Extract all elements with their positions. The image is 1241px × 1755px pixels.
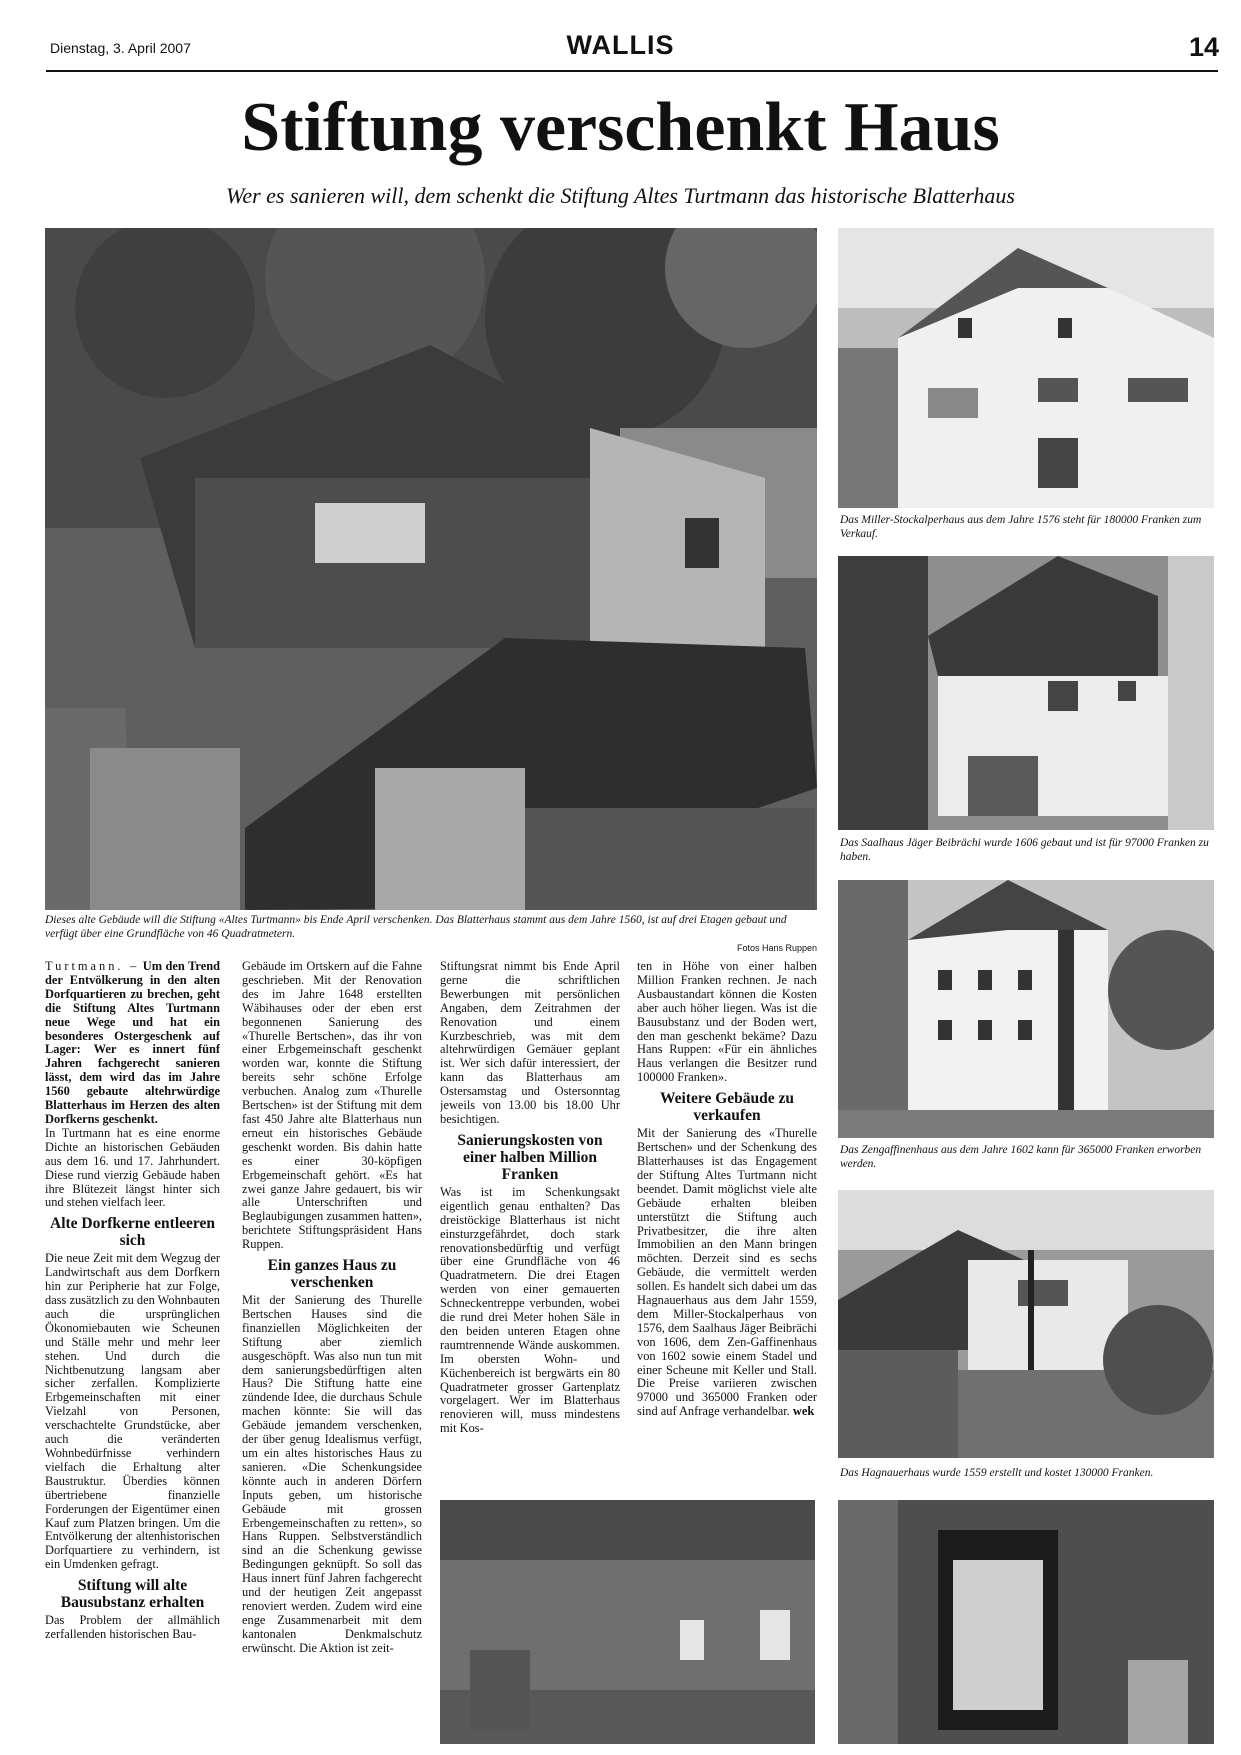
article-column-2: [242, 960, 422, 1747]
subheadline: Wer es sanieren will, dem schenkt die Stiftung Altes Turtmann das historische Blatterhaus: [226, 183, 1015, 208]
subheading: Sanierungskosten von einer halben Million Franken: [457, 1131, 603, 1183]
side-photo-saalhaus: [838, 556, 1214, 830]
paragraph: In Turtmann hat es eine enorme Dichte an historischen Gebäuden aus dem 16. und 17. Jahrhundert. Diese rund vierzig Gebäude haben ihre Blütezeit längst hinter sich und stehen vielfach leer.: [45, 1125, 220, 1210]
paragraph: ten in Höhe von einer halben Million Franken rechnen. Je nach Ausbaustandart können die Kosten aber auch höher liegen. Was ist die Bausubstanz und der Boden wert, den man geschenkt bekäme? Dazu Hans Ruppen: «Für ein ähnliches Haus verlangen die Besitzer rund 100000 Franken».: [637, 960, 817, 1085]
article-column-3: [440, 960, 620, 1495]
main-photo: [45, 228, 817, 910]
paragraph: Mit der Sanierung des «Thurelle Bertschen» und der Schenkung des Blatterhauses ist das Engagement der Stiftung Altes Turtmann nicht beendet. Damit möglichst viele alte Gebäude erhalten bleiben unterstützt die Stiftung auch Privatbesitzer, die ihre alten Immobilien an den Mann bringen möchten. Derzeit sind es sechs Gebäude, die vermittelt werden sollen. Es handelt sich dabei um das Hagnauerhaus aus dem Jahr 1559, dem Miller-Stockalperhaus von 1576, dem Saalhaus Jäger Beibrächi von 1606, dem Zen-Gaffinenhaus von 1602 sowie einem Stadel und einer Scheune mit Keller und Stall. Die Preise variieren zwischen 97000 und 365000 Franken oder sind auf Anfrage verhandelbar.: [637, 1126, 817, 1419]
side-photo-caption-1: Das Miller-Stockalperhaus aus dem Jahre 1576 steht für 180000 Franken zum Verkauf.: [840, 514, 1202, 540]
paragraph: Die neue Zeit mit dem Wegzug der Landwirtschaft aus dem Dorfkern hin zur Peripherie hat zur Folge, dass zusätzlich zu den Wohnbauten auch die ursprünglichen Ökonomiebauten wie Scheunen und Ställe mehr und mehr leer stehen. Und durch die Nichtbenutzung langsam aber sicher zerfallen. Komplizierte Erbgemeinschaften mit einer Vielzahl von Personen, verschachtelte Grundstücke, aber auch die veränderten Wohnbedürfnisse verhindern vielfach die Erhaltung alter Baustruktur. Überdies können übertriebene finanzielle Forderungen der Eigentümer einen Kauf zum Platzen bringen. Um die Entvölkerung der altenhistorischen Dorfquartiere zu verhindern, ist ein Umdenken gefragt.: [45, 1251, 220, 1572]
main-photo-caption-text: Dieses alte Gebäude will die Stiftung «Altes Turtmann» bis Ende April verschenken. Das Blatterhaus stammt aus dem Jahre 1560, ist auf drei Etagen gebaut und verfügt über eine Grundfläche von 46 Quadratmetern.: [45, 914, 787, 940]
headline: Stiftung verschenkt Haus: [241, 89, 1000, 166]
main-photo-caption: [45, 913, 817, 955]
paragraph: Das Problem der allmählich zerfallenden historischen Bau-: [45, 1613, 220, 1642]
article-column-1: [45, 960, 220, 1747]
article-column-4: [637, 960, 817, 1495]
interior-photo-left: [440, 1500, 815, 1744]
side-photo-zengaffinenhaus: [838, 880, 1214, 1138]
photo-credit: Fotos Hans Ruppen: [736, 943, 817, 953]
author-signature: wek: [792, 1404, 815, 1419]
subheading: Stiftung will alte Bausubstanz erhalten: [60, 1577, 205, 1612]
side-photo-caption-4: Das Hagnauerhaus wurde 1559 erstellt und kostet 130000 Franken.: [840, 1467, 1154, 1479]
interior-photo-right: [838, 1500, 1214, 1744]
paragraph: Mit der Sanierung des Thurelle Bertschen Hauses sind die finanziellen Möglichkeiten der Stiftung aber ziemlich ausgeschöpft. Was also nun tun mit dem sanierungsbedürftigen alten Haus? Die Stiftung hatte eine zündende Idee, die durchaus Schule machen könnte: Sie will das Gebäude jemandem verschenken, der über genug Idealismus verfügt, um ein altes historisches Haus zu sanieren. «Die Schenkungsidee könnte auch in anderen Dörfern Inputs geben, um historische Gebäude mit grossen Erbengemeinschaften zu retten», so Hans Ruppen. Selbstverständlich sind an die Schenkung gewisse Bedingungen geknüpft. So soll das Haus innert fünf Jahren fachgerecht und der heutigen Zeit angepasst renoviert werden. Zudem wird eine enge Zusammenarbeit mit dem kantonalen Denkmalschutz erwünscht. Die Aktion ist zeit-: [242, 1293, 422, 1655]
section-title: WALLIS: [566, 30, 675, 60]
paragraph: Gebäude im Ortskern auf die Fahne geschrieben. Mit der Renovation des im Jahre 1648 erstellten Wäbihauses oder der eben erst begonnenen Sanierung des «Thurelle Bertschen», das ihr von einer Erbgemeinschaft geschenkt worden war, konnte die Stiftung bereits sehr schöne Erfolge verbuchen. Analog zum «Thurelle Bertschen» ist der Stiftung mit dem fast 450 Jahre alte Blatterhaus nun erneut ein historisches Gebäude geschenkt worden. Bis dahin hatte es einer 30-köpfigen Erbgemeinschaft gehört. «Es hat zwei ganze Jahre gedauert, bis wir alle Unterschriften und Beglaubigungen zusammen hatten», berichtete Stiftungspräsident Hans Ruppen.: [242, 960, 422, 1252]
paragraph: Stiftungsrat nimmt bis Ende April gerne die schriftlichen Bewerbungen mit persönlichen Angaben, dem Zeitrahmen der Renovation und einem Kurzbeschrieb, was mit dem altehrwürdigen Gemäuer geplant ist. Wer sich dafür interessiert, der kann das Blatterhaus am Ostersamstag und Ostersonntag jeweils von 13.00 bis 18.00 Uhr besichtigen.: [440, 960, 620, 1126]
subheading: Ein ganzes Haus zu verschenken: [267, 1257, 397, 1292]
header-rule: [46, 70, 1218, 72]
side-photo-caption-2: Das Saalhaus Jäger Beibrächi wurde 1606 gebaut und ist für 97000 Franken zu haben.: [840, 837, 1209, 863]
issue-date: Dienstag, 3. April 2007: [50, 40, 191, 56]
article-lead: Um den Trend der Entvölkerung in den alten Dorfquartieren zu brechen, geht die Stiftung Altes Turtmann neue Wege und hat ein besonderes Ostergeschenk auf Lager: Wer es innert fünf Jahren fachgerecht sanieren lässt, dem wird das im Jahre 1560 gebaute altehrwürdige Blatterhaus im Herzen des alten Dorfkerns geschenkt.: [45, 960, 220, 1126]
paragraph: Was ist im Schenkungsakt eigentlich genau enthalten? Das dreistöckige Blatterhaus ist nicht einsturzgefährdet, doch stark renovationsbedürftig und verfügt über eine Grundfläche von 46 Quadratmetern. Die drei Etagen werden von einer gemauerten Schneckentreppe verbunden, wobei die rund drei Meter hohen Säle in den beiden unteren Etagen ohne raumtrennende Wände auskommen. Im obersten Wohn- und Küchenbereich ist bergwärts ein 80 Quadratmeter grosser Gartenplatz vorgelagert. Wer im Blatterhaus renovieren will, muss mindestens mit Kos-: [440, 1184, 620, 1436]
dateline: Turtmann. –: [45, 960, 140, 973]
page-number: 14: [1188, 32, 1219, 62]
subheading: Alte Dorfkerne entleeren sich: [50, 1215, 215, 1250]
side-photo-caption-3: Das Zengaffinenhaus aus dem Jahre 1602 kann für 365000 Franken erworben werden.: [840, 1144, 1202, 1170]
subheading: Weitere Gebäude zu verkaufen: [659, 1090, 795, 1125]
side-photo-hagnauerhaus: [838, 1190, 1214, 1458]
side-photo-miller-stockalperhaus: [838, 228, 1214, 508]
